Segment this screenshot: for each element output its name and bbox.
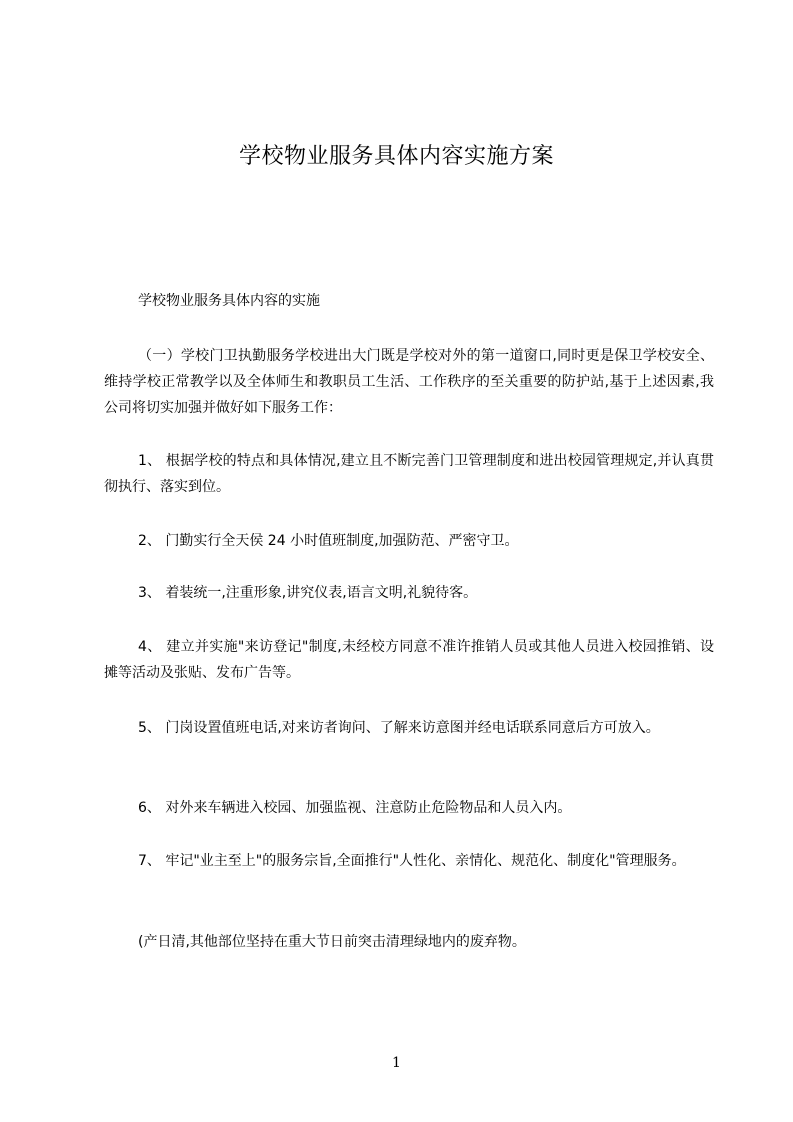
page-number: 1 <box>392 1055 401 1071</box>
paragraph-intro: （一）学校门卫执勤服务学校进出大门既是学校对外的第一道窗口,同时更是保卫学校安全、维持学校正常教学以及全体师生和教职员工生活、工作秩序的至关重要的防护站,基于上述因素,我公司将切实加强并做好如下服务工作： <box>104 348 714 416</box>
paragraph-item-4: 4、 建立并实施"来访登记"制度,未经校方同意不准许推销人员或其他人员进入校园推销、设摊等活动及张贴、发布广告等。 <box>104 639 714 681</box>
paragraph-item-2: 2、 门勤实行全天侯 24 小时值班制度,加强防范、严密守卫。 <box>138 533 519 549</box>
paragraph-item-6: 6、 对外来车辆进入校园、加强监视、注意防止危险物品和人员入内。 <box>138 800 572 816</box>
paragraph-item-5: 5、 门岗设置值班电话,对来访者询问、了解来访意图并经电话联系同意后方可放入。 <box>138 720 660 736</box>
paragraph-item-1: 1、 根据学校的特点和具体情况,建立且不断完善门卫管理制度和进出校园管理规定,并认真贯彻执行、落实到位。 <box>104 453 714 495</box>
paragraph-cleanup: (产日清,其他部位坚持在重大节日前突击清理绿地内的废弃物。 <box>138 934 526 950</box>
section-heading: 学校物业服务具体内容的实施 <box>138 293 320 309</box>
paragraph-item-7: 7、 牢记"业主至上"的服务宗旨,全面推行"人性化、亲情化、规范化、制度化"管理服务。 <box>138 853 686 869</box>
document-title: 学校物业服务具体内容实施方案 <box>238 144 554 169</box>
paragraph-item-3: 3、 着装统一,注重形象,讲究仪表,语言文明,礼貌待客。 <box>138 585 478 601</box>
